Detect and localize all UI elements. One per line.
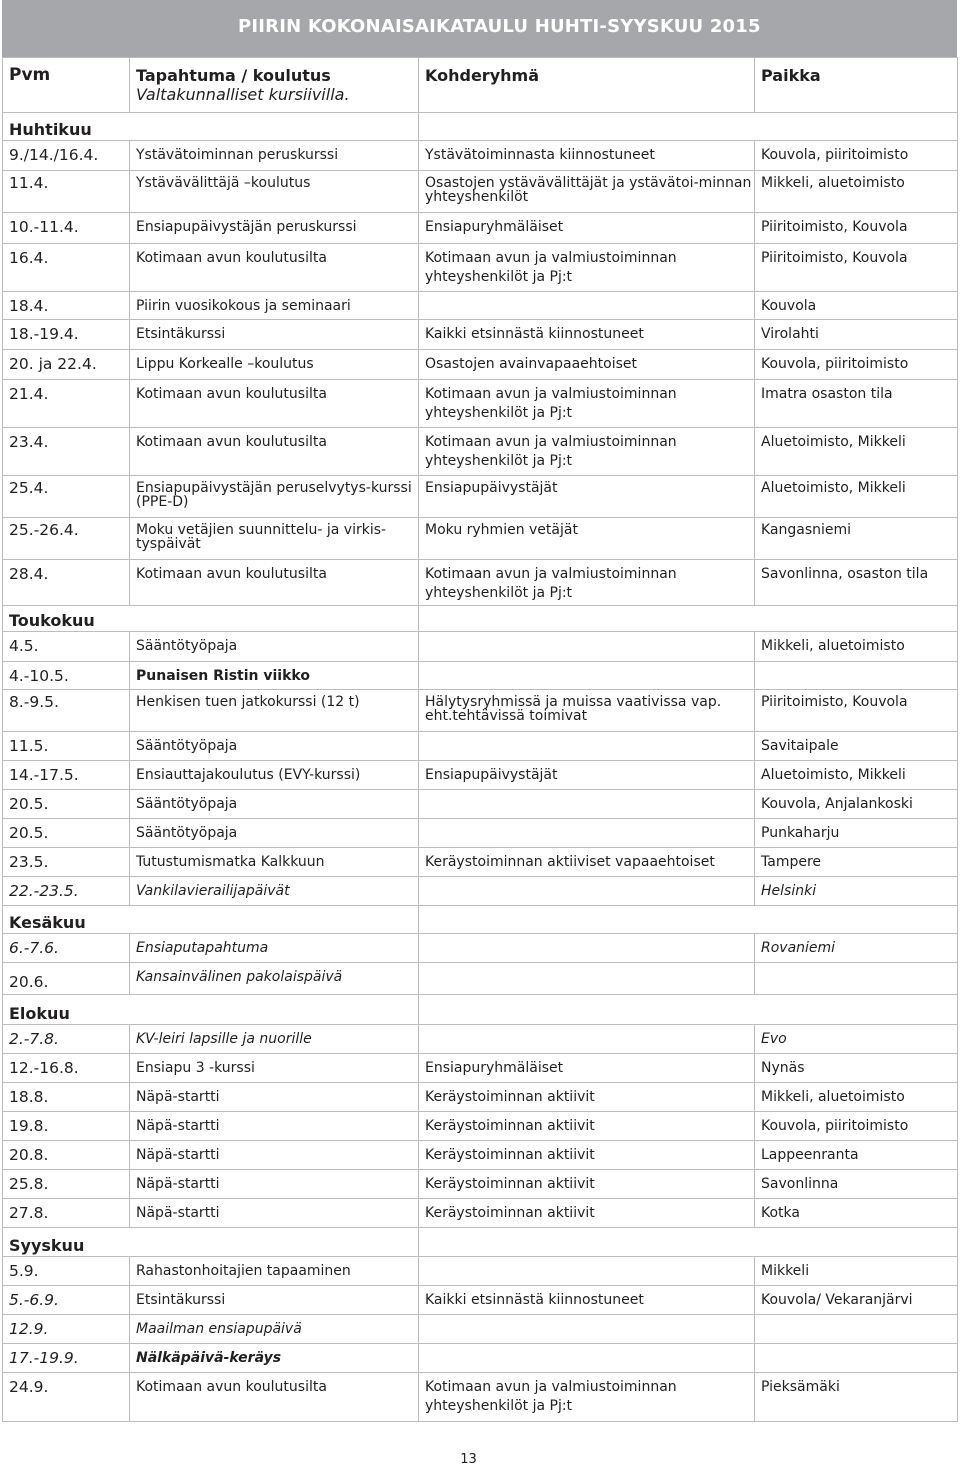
date-cell: 23.5.	[3, 848, 130, 877]
place-cell: Evo	[755, 1025, 958, 1054]
event-cell: Lippu Korkealle –koulutus	[130, 350, 419, 380]
place-cell: Kangasniemi	[755, 518, 958, 560]
place-cell: Helsinki	[755, 877, 958, 906]
place-cell: Nynäs	[755, 1054, 958, 1083]
target-cell: Kotimaan avun ja valmiustoiminnan yhteyshenkilöt ja Pj:t	[419, 244, 755, 292]
event-cell: Ensiapu 3 -kurssi	[130, 1054, 419, 1083]
table-row	[3, 662, 958, 690]
target-cell	[419, 1344, 755, 1373]
date-cell: 20.8.	[3, 1141, 130, 1170]
target-cell	[419, 934, 755, 963]
place-cell: Kotka	[755, 1199, 958, 1228]
table-row	[3, 171, 958, 213]
place-cell: Mikkeli, aluetoimisto	[755, 171, 958, 213]
title-banner	[2, 0, 957, 57]
table-row	[3, 1257, 958, 1286]
date-cell: 4.-10.5.	[3, 662, 130, 690]
empty-cell	[419, 906, 958, 934]
event-cell: Henkisen tuen jatkokurssi (12 t)	[130, 690, 419, 732]
date-cell: 6.-7.6.	[3, 934, 130, 963]
page-title: PIIRIN KOKONAISAIKATAULU HUHTI-SYYSKUU 2015	[238, 16, 761, 37]
place-cell: Kouvola/ Vekaranjärvi	[755, 1286, 958, 1315]
column-header-target: Kohderyhmä	[419, 58, 755, 113]
date-cell: 28.4.	[3, 560, 130, 606]
header-row	[3, 58, 958, 113]
column-header-event-note: Valtakunnalliset kursiivilla.	[136, 85, 350, 104]
target-cell: Kotimaan avun ja valmiustoiminnan yhteyshenkilöt ja Pj:t	[419, 380, 755, 428]
place-cell: Mikkeli	[755, 1257, 958, 1286]
month-row	[3, 906, 958, 934]
place-cell: Aluetoimisto, Mikkeli	[755, 476, 958, 518]
table-row	[3, 292, 958, 320]
table-row	[3, 963, 958, 995]
place-cell: Piiritoimisto, Kouvola	[755, 690, 958, 732]
event-cell: Näpä-startti	[130, 1083, 419, 1112]
month-heading: Toukokuu	[3, 606, 419, 632]
event-cell: Ystävävälittäjä –koulutus	[130, 171, 419, 213]
target-cell	[419, 963, 755, 995]
month-heading: Elokuu	[3, 995, 419, 1025]
schedule-table	[2, 57, 958, 1422]
target-cell	[419, 1025, 755, 1054]
place-cell	[755, 1344, 958, 1373]
event-cell: Rahastonhoitajien tapaaminen	[130, 1257, 419, 1286]
target-cell: Keräystoiminnan aktiivit	[419, 1170, 755, 1199]
table-row	[3, 244, 958, 292]
date-cell: 18.4.	[3, 292, 130, 320]
event-cell: Moku vetäjien suunnittelu- ja virkis-tyspäivät	[130, 518, 419, 560]
event-cell: Näpä-startti	[130, 1112, 419, 1141]
date-cell: 20.5.	[3, 819, 130, 848]
target-cell: Kaikki etsinnästä kiinnostuneet	[419, 1286, 755, 1315]
date-cell: 16.4.	[3, 244, 130, 292]
place-cell: Savitaipale	[755, 732, 958, 761]
event-cell: Ystävätoiminnan peruskurssi	[130, 141, 419, 171]
event-cell: Sääntötyöpaja	[130, 790, 419, 819]
place-cell: Tampere	[755, 848, 958, 877]
event-cell: Tutustumismatka Kalkkuun	[130, 848, 419, 877]
place-cell: Savonlinna, osaston tila	[755, 560, 958, 606]
month-row	[3, 995, 958, 1025]
date-cell: 20.6.	[3, 963, 130, 995]
table-row	[3, 790, 958, 819]
target-cell: Keräystoiminnan aktiivit	[419, 1141, 755, 1170]
empty-cell	[419, 1228, 958, 1257]
table-row	[3, 732, 958, 761]
date-cell: 20. ja 22.4.	[3, 350, 130, 380]
event-cell: Ensiapupäivystäjän peruselvytys-kurssi (PPE-D)	[130, 476, 419, 518]
date-cell: 5.9.	[3, 1257, 130, 1286]
place-cell: Virolahti	[755, 320, 958, 350]
date-cell: 21.4.	[3, 380, 130, 428]
target-cell: Ensiapuryhmäläiset	[419, 1054, 755, 1083]
place-cell: Kouvola, piiritoimisto	[755, 1112, 958, 1141]
date-cell: 22.-23.5.	[3, 877, 130, 906]
place-cell: Kouvola	[755, 292, 958, 320]
date-cell: 18.-19.4.	[3, 320, 130, 350]
table-row	[3, 761, 958, 790]
event-cell: Piirin vuosikokous ja seminaari	[130, 292, 419, 320]
table-row	[3, 428, 958, 476]
event-cell: Ensiauttajakoulutus (EVY-kurssi)	[130, 761, 419, 790]
target-cell: Keräystoiminnan aktiiviset vapaaehtoiset	[419, 848, 755, 877]
target-cell: Keräystoiminnan aktiivit	[419, 1199, 755, 1228]
table-row	[3, 877, 958, 906]
table-row	[3, 380, 958, 428]
month-heading: Syyskuu	[3, 1228, 419, 1257]
event-cell: Etsintäkurssi	[130, 1286, 419, 1315]
place-cell: Pieksämäki	[755, 1373, 958, 1422]
date-cell: 17.-19.9.	[3, 1344, 130, 1373]
table-row	[3, 518, 958, 560]
month-row	[3, 1228, 958, 1257]
column-header-place: Paikka	[755, 58, 958, 113]
date-cell: 25.-26.4.	[3, 518, 130, 560]
event-cell: Sääntötyöpaja	[130, 632, 419, 662]
table-row	[3, 350, 958, 380]
event-cell: Sääntötyöpaja	[130, 732, 419, 761]
date-cell: 23.4.	[3, 428, 130, 476]
date-cell: 9./14./16.4.	[3, 141, 130, 171]
date-cell: 11.4.	[3, 171, 130, 213]
date-cell: 2.-7.8.	[3, 1025, 130, 1054]
date-cell: 27.8.	[3, 1199, 130, 1228]
event-cell: Näpä-startti	[130, 1170, 419, 1199]
date-cell: 20.5.	[3, 790, 130, 819]
place-cell: Aluetoimisto, Mikkeli	[755, 761, 958, 790]
event-cell: Nälkäpäivä-keräys	[130, 1344, 419, 1373]
place-cell: Lappeenranta	[755, 1141, 958, 1170]
target-cell	[419, 292, 755, 320]
target-cell: Keräystoiminnan aktiivit	[419, 1112, 755, 1141]
place-cell: Rovaniemi	[755, 934, 958, 963]
target-cell	[419, 662, 755, 690]
table-row	[3, 141, 958, 171]
place-cell: Mikkeli, aluetoimisto	[755, 632, 958, 662]
event-cell: KV-leiri lapsille ja nuorille	[130, 1025, 419, 1054]
target-cell: Moku ryhmien vetäjät	[419, 518, 755, 560]
event-cell: Etsintäkurssi	[130, 320, 419, 350]
event-cell: Kotimaan avun koulutusilta	[130, 380, 419, 428]
place-cell: Mikkeli, aluetoimisto	[755, 1083, 958, 1112]
target-cell: Keräystoiminnan aktiivit	[419, 1083, 755, 1112]
empty-cell	[419, 113, 958, 141]
place-cell: Aluetoimisto, Mikkeli	[755, 428, 958, 476]
page-number: 13	[460, 1452, 477, 1467]
place-cell: Piiritoimisto, Kouvola	[755, 244, 958, 292]
target-cell	[419, 790, 755, 819]
date-cell: 8.-9.5.	[3, 690, 130, 732]
date-cell: 5.-6.9.	[3, 1286, 130, 1315]
column-header-date: Pvm	[3, 58, 130, 113]
table-row	[3, 1373, 958, 1422]
date-cell: 11.5.	[3, 732, 130, 761]
target-cell	[419, 819, 755, 848]
event-cell: Näpä-startti	[130, 1141, 419, 1170]
table-row	[3, 560, 958, 606]
date-cell: 24.9.	[3, 1373, 130, 1422]
event-cell: Ensiaputapahtuma	[130, 934, 419, 963]
place-cell: Kouvola, piiritoimisto	[755, 350, 958, 380]
event-cell: Punaisen Ristin viikko	[130, 662, 419, 690]
table-row	[3, 934, 958, 963]
target-cell	[419, 1315, 755, 1344]
table-row	[3, 1083, 958, 1112]
table-row	[3, 1286, 958, 1315]
target-cell: Hälytysryhmissä ja muissa vaativissa vap. eht.tehtävissä toimivat	[419, 690, 755, 732]
target-cell	[419, 1257, 755, 1286]
date-cell: 12.9.	[3, 1315, 130, 1344]
place-cell: Kouvola, Anjalankoski	[755, 790, 958, 819]
empty-cell	[419, 606, 958, 632]
date-cell: 14.-17.5.	[3, 761, 130, 790]
event-cell: Ensiapupäivystäjän peruskurssi	[130, 213, 419, 244]
event-cell: Kotimaan avun koulutusilta	[130, 244, 419, 292]
target-cell: Kaikki etsinnästä kiinnostuneet	[419, 320, 755, 350]
place-cell: Punkaharju	[755, 819, 958, 848]
target-cell: Ensiapupäivystäjät	[419, 761, 755, 790]
event-cell: Kotimaan avun koulutusilta	[130, 560, 419, 606]
event-cell: Kansainvälinen pakolaispäivä	[130, 963, 419, 995]
date-cell: 19.8.	[3, 1112, 130, 1141]
date-cell: 12.-16.8.	[3, 1054, 130, 1083]
table-row	[3, 320, 958, 350]
date-cell: 25.8.	[3, 1170, 130, 1199]
month-heading: Huhtikuu	[3, 113, 419, 141]
target-cell: Ystävätoiminnasta kiinnostuneet	[419, 141, 755, 171]
table-row	[3, 690, 958, 732]
date-cell: 4.5.	[3, 632, 130, 662]
empty-cell	[419, 995, 958, 1025]
date-cell: 18.8.	[3, 1083, 130, 1112]
table-row	[3, 1141, 958, 1170]
target-cell: Kotimaan avun ja valmiustoiminnan yhteyshenkilöt ja Pj:t	[419, 560, 755, 606]
event-cell: Näpä-startti	[130, 1199, 419, 1228]
table-row	[3, 476, 958, 518]
table-row	[3, 1199, 958, 1228]
target-cell: Kotimaan avun ja valmiustoiminnan yhteyshenkilöt ja Pj:t	[419, 1373, 755, 1422]
table-row	[3, 632, 958, 662]
target-cell: Osastojen ystävävälittäjät ja ystävätoi-minnan yhteyshenkilöt	[419, 171, 755, 213]
place-cell	[755, 1315, 958, 1344]
place-cell	[755, 963, 958, 995]
place-cell: Imatra osaston tila	[755, 380, 958, 428]
target-cell	[419, 632, 755, 662]
event-cell: Maailman ensiapupäivä	[130, 1315, 419, 1344]
month-heading: Kesäkuu	[3, 906, 419, 934]
place-cell: Kouvola, piiritoimisto	[755, 141, 958, 171]
month-row	[3, 606, 958, 632]
table-row	[3, 213, 958, 244]
table-row	[3, 819, 958, 848]
table-row	[3, 1315, 958, 1344]
column-header-event	[130, 58, 419, 113]
table-row	[3, 1170, 958, 1199]
place-cell: Savonlinna	[755, 1170, 958, 1199]
date-cell: 25.4.	[3, 476, 130, 518]
table-row	[3, 1344, 958, 1373]
place-cell	[755, 662, 958, 690]
event-cell: Vankilavierailijapäivät	[130, 877, 419, 906]
target-cell	[419, 877, 755, 906]
event-cell: Sääntötyöpaja	[130, 819, 419, 848]
table-row	[3, 1054, 958, 1083]
month-row	[3, 113, 958, 141]
target-cell: Osastojen avainvapaaehtoiset	[419, 350, 755, 380]
target-cell: Ensiapupäivystäjät	[419, 476, 755, 518]
target-cell: Ensiapuryhmäläiset	[419, 213, 755, 244]
date-cell: 10.-11.4.	[3, 213, 130, 244]
target-cell: Kotimaan avun ja valmiustoiminnan yhteyshenkilöt ja Pj:t	[419, 428, 755, 476]
place-cell: Piiritoimisto, Kouvola	[755, 213, 958, 244]
table-row	[3, 1112, 958, 1141]
target-cell	[419, 732, 755, 761]
event-cell: Kotimaan avun koulutusilta	[130, 1373, 419, 1422]
table-row	[3, 1025, 958, 1054]
column-header-event-label: Tapahtuma / koulutus	[136, 66, 331, 85]
event-cell: Kotimaan avun koulutusilta	[130, 428, 419, 476]
table-row	[3, 848, 958, 877]
